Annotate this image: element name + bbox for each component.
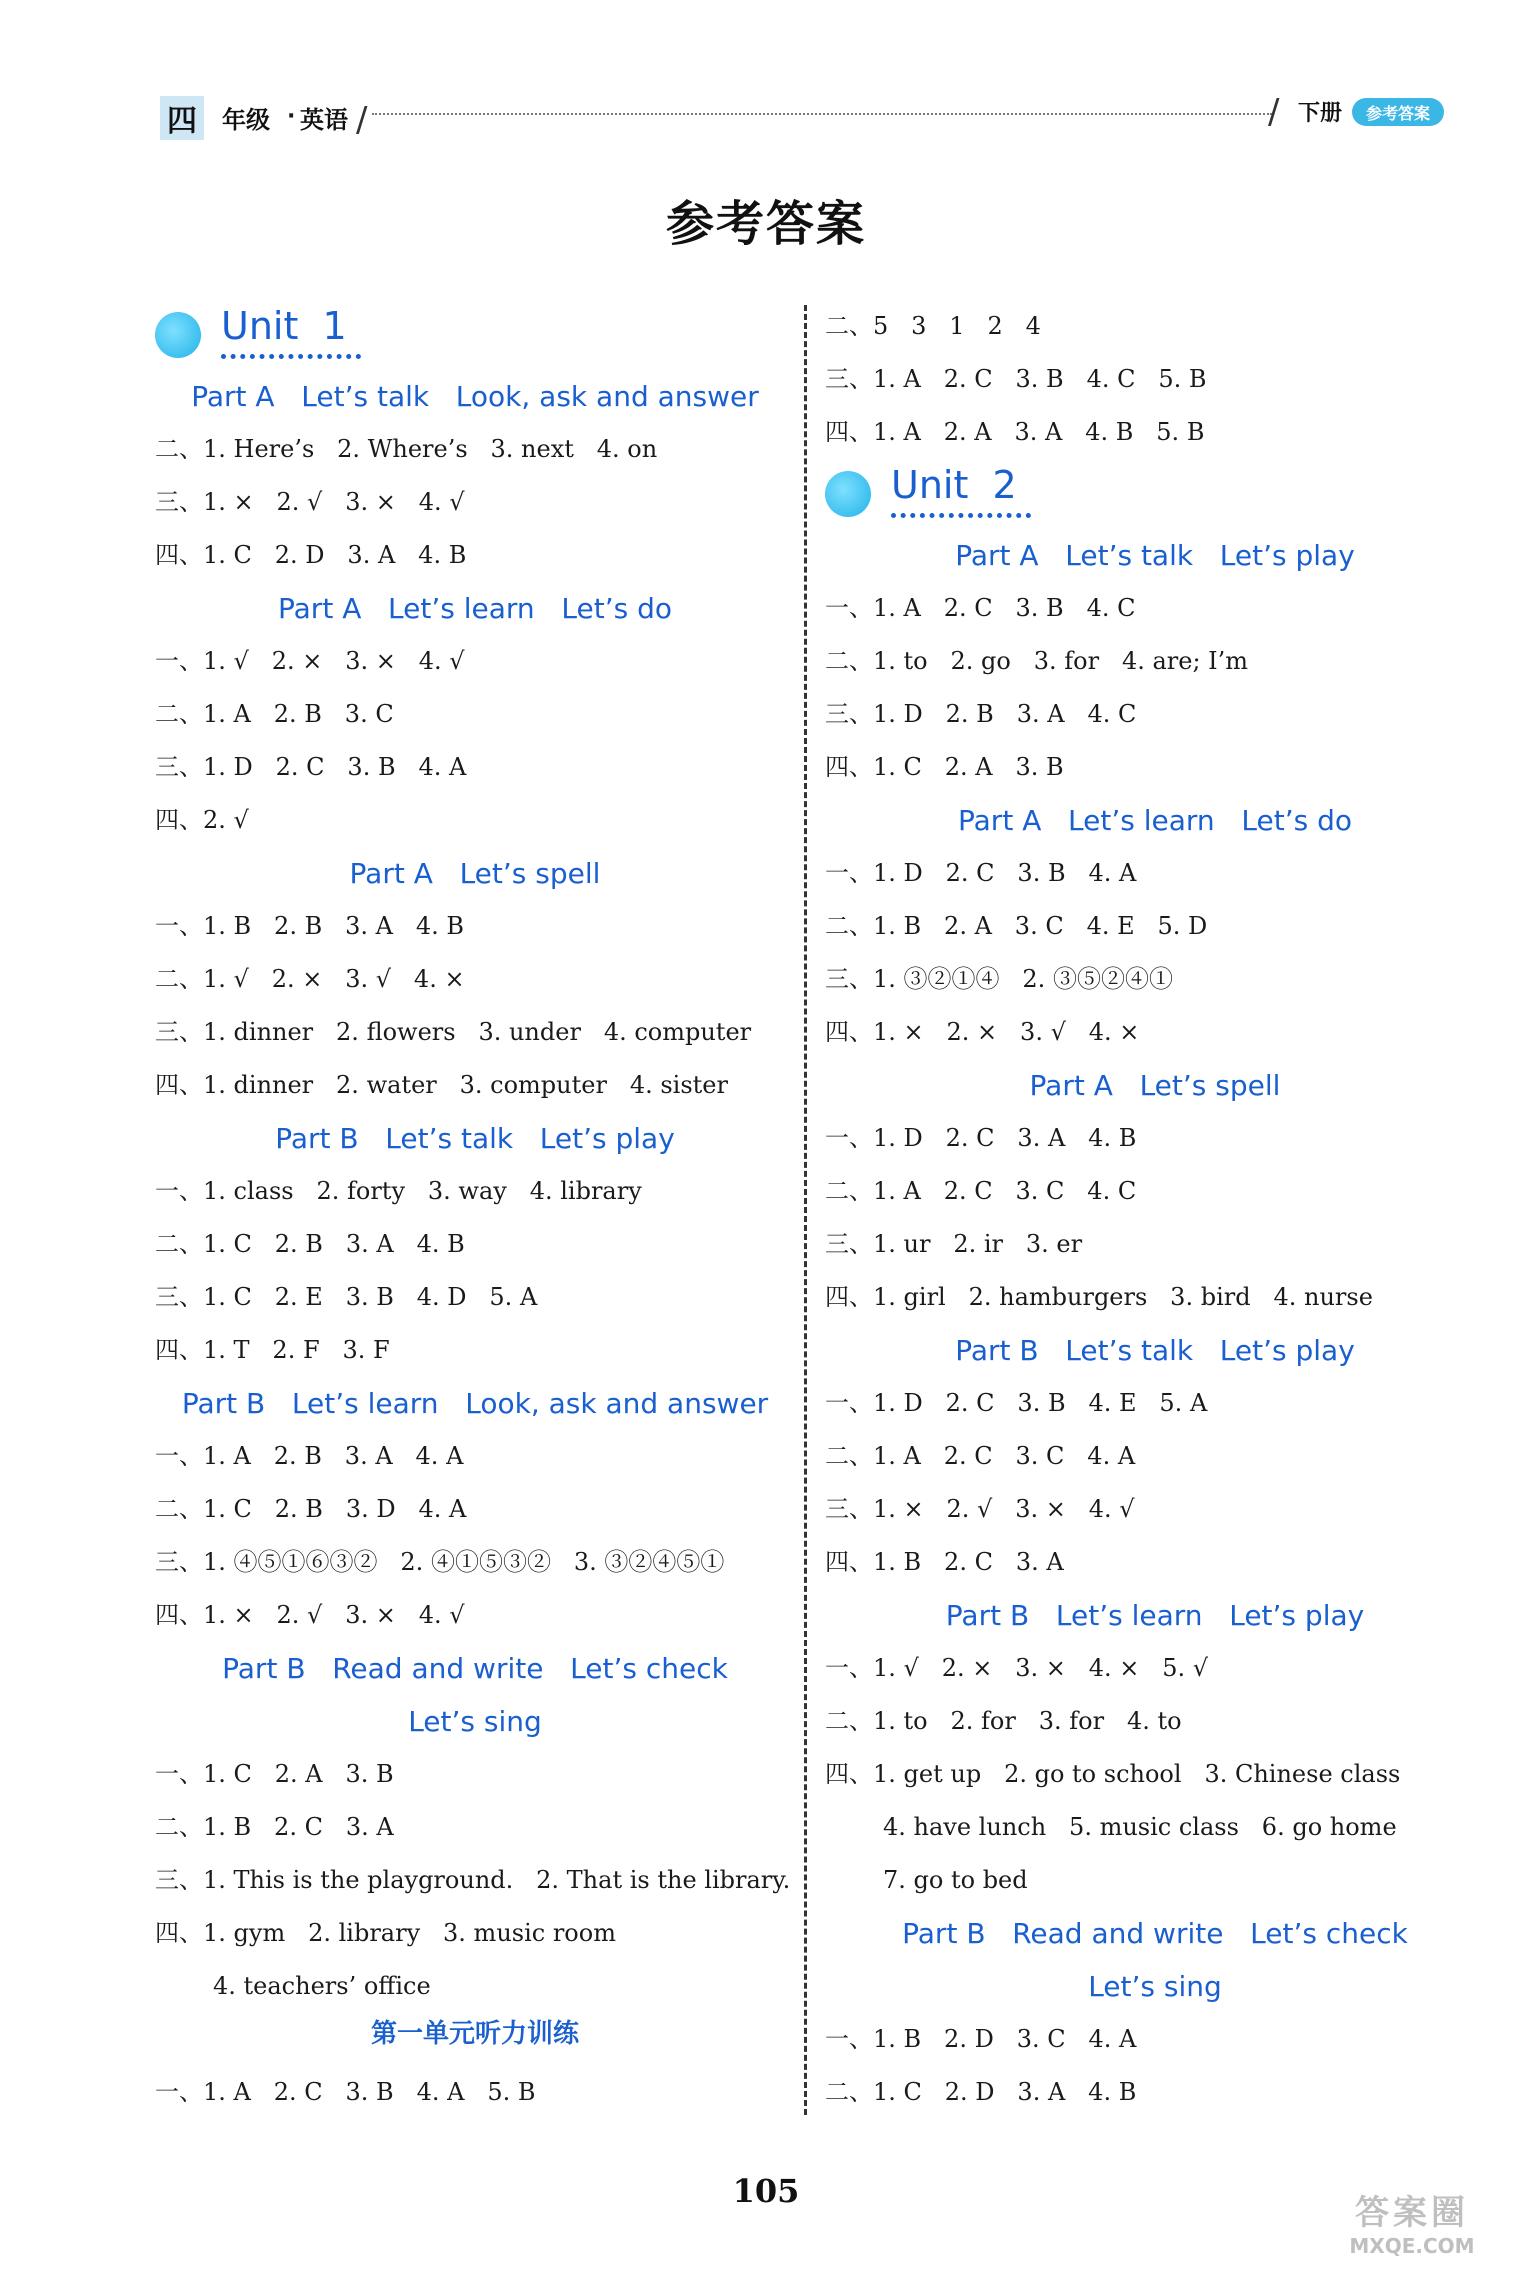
answer-line: 三、1. This is the playground. 2. That is the library. [155,1866,791,1894]
answer-line: 一、1. A 2. C 3. B 4. C [825,594,1136,622]
answer-line: 二、1. to 2. go 3. for 4. are; I’m [825,647,1249,675]
answer-line: 三、1. ur 2. ir 3. er [825,1230,1083,1258]
answer-line: 三、1. dinner 2. flowers 3. under 4. computer [155,1018,752,1046]
page-header [0,0,1532,150]
unit-circle-icon [155,312,201,358]
section-heading: Part B Let’s talk Let’s play [275,1122,675,1155]
grade-badge: 四 [160,96,204,140]
section-heading: Part A Let’s spell [1029,1069,1281,1102]
answer-line: 二、5 3 1 2 4 [825,312,1041,340]
unit-circle-icon [825,471,871,517]
answer-line: 二、1. Here’s 2. Where’s 3. next 4. on [155,435,658,463]
section-heading: Part A Let’s learn Let’s do [958,804,1352,837]
answer-line: 三、1. C 2. E 3. B 4. D 5. A [155,1283,538,1311]
section-heading: Part A Let’s spell [349,857,601,890]
section-heading: Part B Let’s talk Let’s play [955,1334,1355,1367]
answer-line: 二、1. C 2. D 3. A 4. B [825,2078,1137,2106]
section-heading: Part B Let’s learn Look, ask and answer [181,1387,769,1420]
answer-line: 一、1. C 2. A 3. B [155,1760,394,1788]
answer-line: 一、1. √ 2. × 3. × 4. √ [155,647,465,675]
answer-line: 四、1. C 2. A 3. B [825,753,1064,781]
answer-line: 三、1. D 2. B 3. A 4. C [825,700,1137,728]
page-number: 105 [732,2172,800,2210]
answer-line: 二、1. A 2. C 3. C 4. C [825,1177,1137,1205]
separator-dot: · [287,104,296,129]
answer-line: 一、1. √ 2. × 3. × 4. × 5. √ [825,1654,1209,1682]
section-heading: 第一单元听力训练 [370,2019,579,2049]
answer-line: 三、1. ④⑤①⑥③② 2. ④①⑤③② 3. ③②④⑤① [155,1548,725,1576]
answer-badge: 参考答案 [1352,98,1444,126]
section-heading: Let’s sing [408,1705,542,1738]
section-heading: Let’s sing [1088,1970,1222,2003]
answer-line: 三、1. × 2. √ 3. × 4. √ [155,488,465,516]
answer-line: 二、1. √ 2. × 3. √ 4. × [155,965,465,993]
answer-line: 二、1. B 2. A 3. C 4. E 5. D [825,912,1208,940]
header-rule [372,113,1272,115]
answer-line: 一、1. D 2. C 3. A 4. B [825,1124,1137,1152]
answer-line: 三、1. D 2. C 3. B 4. A [155,753,467,781]
section-heading: Part A Let’s learn Let’s do [278,592,672,625]
answer-line: 二、1. A 2. C 3. C 4. A [825,1442,1136,1470]
answer-line: 一、1. B 2. B 3. A 4. B [155,912,465,940]
page-title: 参考答案 [665,196,866,252]
answer-line: 二、1. to 2. for 3. for 4. to [825,1707,1182,1735]
column-divider [804,305,807,2115]
answer-line: 三、1. ③②①④ 2. ③⑤②④① [825,965,1173,993]
answer-line: 四、1. C 2. D 3. A 4. B [155,541,467,569]
unit-label: Unit 2 [891,463,1017,507]
watermark-brand: 答案圈 [1355,2193,1469,2233]
answer-line: 四、1. gym 2. library 3. music room [155,1919,616,1947]
answer-line: 7. go to bed [883,1866,1028,1894]
answer-line: 四、1. B 2. C 3. A [825,1548,1064,1576]
answer-line: 四、1. × 2. × 3. √ 4. × [825,1018,1140,1046]
answer-line: 四、1. girl 2. hamburgers 3. bird 4. nurse [825,1283,1373,1311]
subject-label: 英语 [300,106,348,134]
answer-line: 一、1. A 2. B 3. A 4. A [155,1442,464,1470]
answer-line: 二、1. B 2. C 3. A [155,1813,394,1841]
watermark-logo [1322,2185,1502,2258]
slash-decoration: / [1268,92,1280,132]
answer-line: 一、1. D 2. C 3. B 4. E 5. A [825,1389,1208,1417]
answer-line: 4. have lunch 5. music class 6. go home [883,1813,1397,1841]
answer-line: 三、1. A 2. C 3. B 4. C 5. B [825,365,1207,393]
section-heading: Part B Read and write Let’s check [222,1652,728,1685]
answer-line: 一、1. B 2. D 3. C 4. A [825,2025,1137,2053]
slash-decoration: / [356,100,368,140]
section-heading: Part A Let’s talk Let’s play [955,539,1355,572]
section-heading: Part B Let’s learn Let’s play [945,1599,1365,1632]
answer-line: 四、2. √ [155,806,249,834]
answer-line: 四、1. × 2. √ 3. × 4. √ [155,1601,465,1629]
answer-line: 二、1. C 2. B 3. D 4. A [155,1495,467,1523]
answer-line: 二、1. C 2. B 3. A 4. B [155,1230,465,1258]
answer-line: 4. teachers’ office [213,1972,431,2000]
grade-label: 年级 [222,106,270,134]
answer-line: 一、1. class 2. forty 3. way 4. library [155,1177,642,1205]
unit-underline [221,354,361,359]
unit-label: Unit 1 [221,304,347,348]
section-heading: Part A Let’s talk Look, ask and answer [191,380,759,413]
answer-line: 三、1. × 2. √ 3. × 4. √ [825,1495,1135,1523]
unit-underline [891,513,1031,518]
answer-line: 四、1. T 2. F 3. F [155,1336,390,1364]
watermark-site: MXQE.COM [1349,2234,1475,2258]
section-heading: Part B Read and write Let’s check [902,1917,1408,1950]
answer-line: 四、1. get up 2. go to school 3. Chinese class [825,1760,1401,1788]
answer-line: 一、1. D 2. C 3. B 4. A [825,859,1137,887]
answer-line: 四、1. dinner 2. water 3. computer 4. sister [155,1071,728,1099]
answer-line: 一、1. A 2. C 3. B 4. A 5. B [155,2078,536,2106]
answer-line: 四、1. A 2. A 3. A 4. B 5. B [825,418,1205,446]
volume-label: 下册 [1298,101,1343,126]
answer-line: 二、1. A 2. B 3. C [155,700,394,728]
